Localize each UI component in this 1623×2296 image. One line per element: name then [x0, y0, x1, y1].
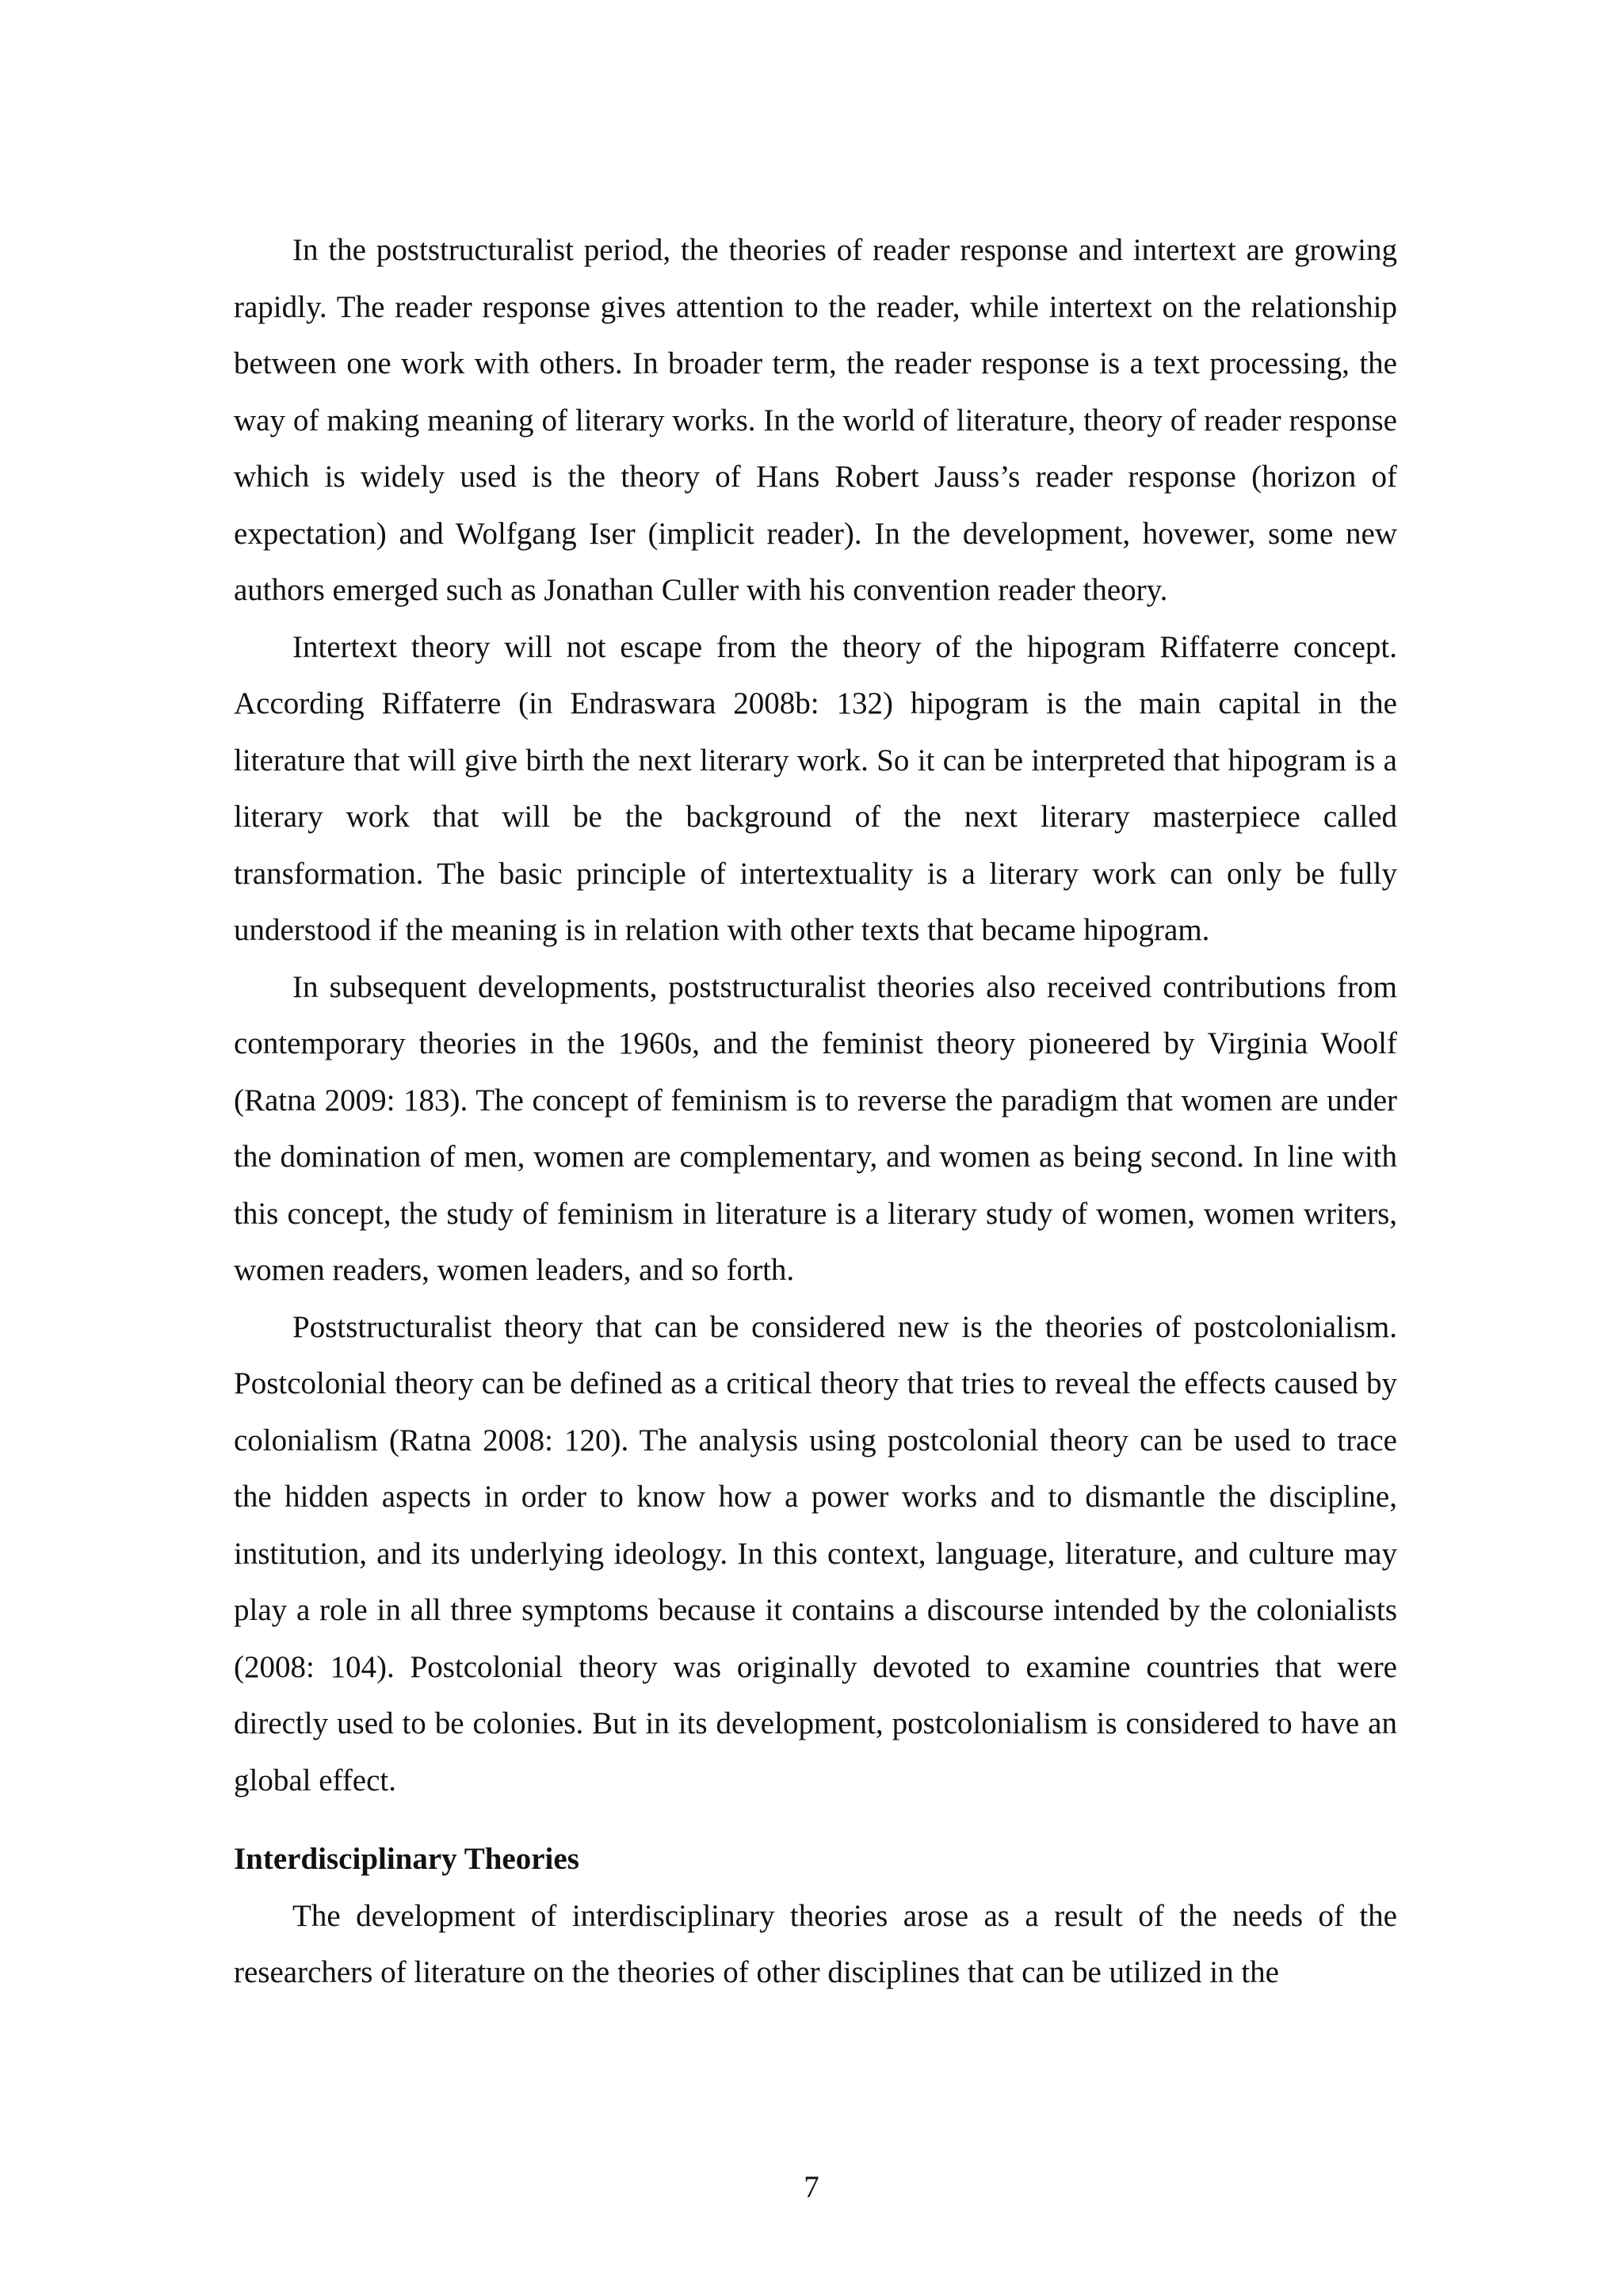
- paragraph-interdisciplinary: The development of interdisciplinary theories arose as a result of the needs of the researchers of literature on the theories of other disciplines that can be utilized in the: [234, 1898, 1397, 1989]
- page-number: 7: [804, 2170, 819, 2204]
- paragraph-reader-response: In the poststructuralist period, the theories of reader response and intertext are growing rapidly. The reader response gives attention to the reader, while intertext on the relationship between one work with others. In broader term, the reader response is a text processing, the way of making meaning of literary works. In the world of literature, theory of reader response which is widely used is the theory of Hans Robert Jauss’s reader response (horizon of expectation) and Wolfgang Iser (implicit reader). In the development, hovewer, some new authors emerged such as Jonathan Culler with his convention reader theory.: [234, 233, 1397, 607]
- paragraph-postcolonialism: Poststructuralist theory that can be considered new is the theories of postcolonialism. Postcolonial theory can be defined as a critical theory that tries to reveal the effects caused by colonialism (Ratna 2008: 120). The analysis using postcolonial theory can be used to trace the hidden aspects in order to know how a power works and to dismantle the discipline, institution, and its underlying ideology. In this context, language, literature, and culture may play a role in all three symptoms because it contains a discourse intended by the colonialists (2008: 104). Postcolonial theory was originally devoted to examine countries that were directly used to be colonies. But in its development, postcolonialism is considered to have an global effect.: [234, 1309, 1397, 1797]
- paragraph-intertext: Intertext theory will not escape from the theory of the hipogram Riffaterre concept. According Riffaterre (in Endraswara 2008b: 132) hipogram is the main capital in the literature that will give birth the next literary work. So it can be interpreted that hipogram is a literary work that will be the background of the next literary masterpiece called transformation. The basic principle of intertextuality is a literary work can only be fully understood if the meaning is in relation with other texts that became hipogram.: [234, 629, 1397, 947]
- page-body: [234, 222, 1397, 2001]
- paragraph-feminism: In subsequent developments, poststructuralist theories also received contributions from contemporary theories in the 1960s, and the feminist theory pioneered by Virginia Woolf (Ratna 2009: 183). The concept of feminism is to reverse the paradigm that women are under the domination of men, women are complementary, and women as being second. In line with this concept, the study of feminism in literature is a literary study of women, women writers, women readers, women leaders, and so forth.: [234, 969, 1397, 1287]
- section-heading: Interdisciplinary Theories: [234, 1842, 579, 1876]
